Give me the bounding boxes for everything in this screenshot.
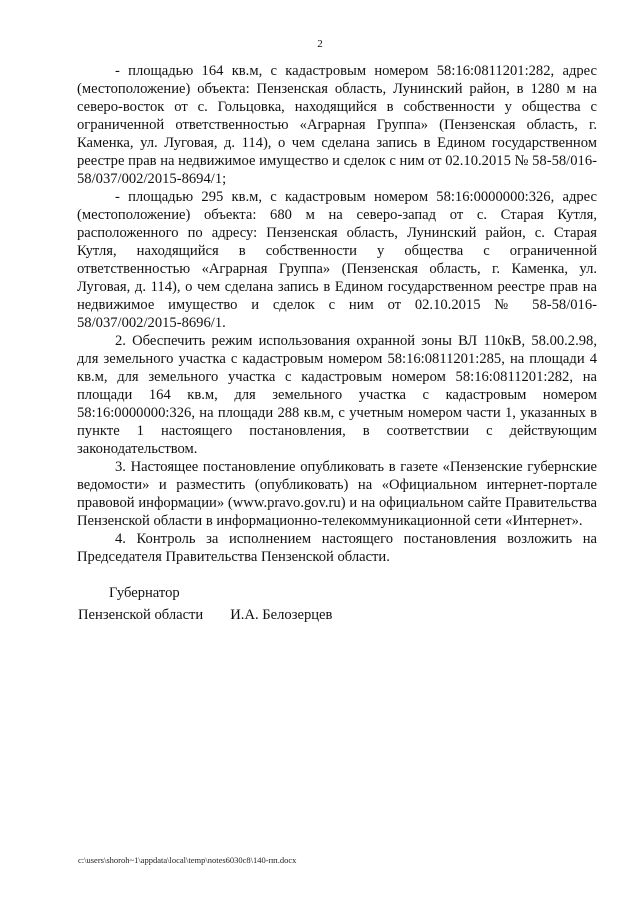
paragraph-item-2: 2. Обеспечить режим использования охранной зоны ВЛ 110кВ, 58.00.2.98, для земельного участка с кадастровым номером 58:16:0811201:285, на площади 4 кв.м, для земельного участка с кадастровым номером 58:16:0811201:282, на площади 164 кв.м, для земельного участка с кадастровым номером 58:16:0000000:326, на площади 288 кв.м, с учетным номером части 1, указанных в пункте 1 настоящего постановления, в соответствии с действующим законодательством.: [77, 333, 597, 457]
signature-title-line2: Пензенской области: [78, 607, 204, 623]
footer-file-path: c:\users\shoroh~1\appdata\local\temp\notes6030c8\140-пп.docx: [78, 855, 297, 865]
paragraph-item-3: 3. Настоящее постановление опубликовать в газете «Пензенские губернские ведомости» и разместить (опубликовать) на «Официальном интернет-портале правовой информации» (www.pravo.gov.ru) и на официальном сайте Правительства Пензенской области в информационно-телекоммуникационной сети «Интернет».: [77, 459, 597, 529]
page-number: 2: [317, 38, 323, 50]
signature-name: И.А. Белозерцев: [230, 607, 333, 623]
paragraph-land-plot-164: - площадью 164 кв.м, с кадастровым номером 58:16:0811201:282, адрес (местоположение) объекта: Пензенская область, Лунинский район, в 1280 м на северо-восток от с. Гольцовка, находящийся в собственности у общества с ограниченной ответственностью «Аграрная Группа» (Пензенская область, г. Каменка, ул. Луговая, д. 114), о чем сделана запись в Едином государственном реестре прав на недвижимое имущество и сделок с ним от 02.10.2015 № 58-58/016-58/037/002/2015-8694/1;: [77, 63, 597, 187]
paragraph-land-plot-295: - площадью 295 кв.м, с кадастровым номером 58:16:0000000:326, адрес (местоположение) объекта: 680 м на северо-запад от с. Старая Кутля, расположенного по адресу: Пензенская область, Лунинский район, с. Старая Кутля, находящийся в собственности у общества с ограниченной ответственностью «Аграрная Группа» (Пензенская область, г. Каменка, ул. Луговая, д. 114), о чем сделана запись в Едином государственном реестре прав на недвижимое имущество и сделок с ним от 02.10.2015 № 58-58/016-58/037/002/2015-8696/1.: [77, 189, 597, 331]
signature-block: [78, 582, 332, 626]
signature-title-line1: Губернатор: [109, 585, 180, 601]
signature-row: [78, 604, 332, 626]
document-body: [77, 62, 597, 566]
paragraph-item-4: 4. Контроль за исполнением настоящего постановления возложить на Председателя Правительства Пензенской области.: [77, 531, 597, 565]
